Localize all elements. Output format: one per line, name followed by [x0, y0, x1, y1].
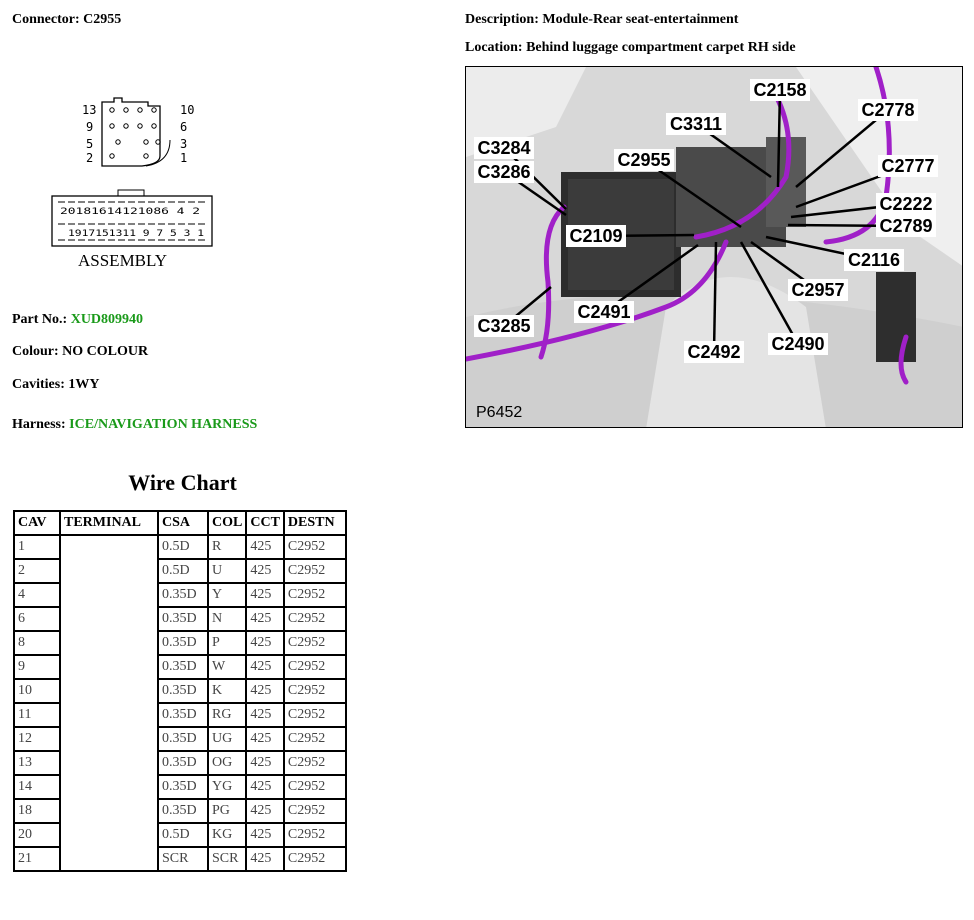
header-csa: CSA [158, 511, 208, 535]
cct-cell: 425 [246, 751, 284, 775]
csa-cell: 0.35D [158, 655, 208, 679]
part-no-label: Part No.: [12, 312, 68, 327]
callout-label: C3284 [477, 138, 531, 158]
cav-cell: 12 [14, 727, 60, 751]
callout-label: C3286 [477, 162, 531, 182]
pin-number-1: 1 [180, 151, 188, 165]
header-col: COL [208, 511, 246, 535]
header-destn: DESTN [284, 511, 346, 535]
callout-label: C2777 [881, 156, 935, 176]
cav-cell: 21 [14, 847, 60, 871]
csa-cell: 0.5D [158, 823, 208, 847]
cav-cell: 8 [14, 631, 60, 655]
cct-cell: 425 [246, 607, 284, 631]
cav-cell: 6 [14, 607, 60, 631]
cct-cell: 425 [246, 823, 284, 847]
cav-cell: 1 [14, 535, 60, 559]
cav-cell: 18 [14, 799, 60, 823]
location-photo-illustration [466, 67, 963, 428]
col-cell: PG [208, 799, 246, 823]
destn-cell[interactable]: C2952 [284, 583, 346, 607]
csa-cell: SCR [158, 847, 208, 871]
destn-cell[interactable]: C2952 [284, 631, 346, 655]
harness-value[interactable]: ICE/NAVIGATION HARNESS [69, 417, 258, 432]
location-label: Location: [465, 40, 523, 55]
pin-number-6: 6 [180, 120, 188, 134]
destn-cell[interactable]: C2952 [284, 775, 346, 799]
col-cell: KG [208, 823, 246, 847]
description-value: Module-Rear seat-entertainment [542, 12, 739, 27]
cav-cell: 14 [14, 775, 60, 799]
cav-cell: 11 [14, 703, 60, 727]
harness-label: Harness: [12, 417, 66, 432]
pin-number-3: 3 [180, 137, 188, 151]
destn-cell[interactable]: C2952 [284, 823, 346, 847]
table-row [14, 535, 346, 559]
part-no-field [12, 312, 143, 328]
csa-cell: 0.5D [158, 535, 208, 559]
destn-cell[interactable]: C2952 [284, 751, 346, 775]
cavities-value: 1WY [68, 377, 100, 392]
wire-chart-table [13, 510, 347, 872]
cct-cell: 425 [246, 631, 284, 655]
part-no-value[interactable]: XUD809940 [70, 312, 144, 327]
destn-cell[interactable]: C2952 [284, 847, 346, 871]
pin-number-5: 5 [86, 137, 94, 151]
callout-label: C2957 [791, 280, 845, 300]
assembly-bottom-numbers: 1917151311 9 7 5 3 1 [68, 229, 204, 239]
csa-cell: 0.35D [158, 583, 208, 607]
destn-cell[interactable]: C2952 [284, 727, 346, 751]
callout-label: C2778 [861, 100, 915, 120]
assembly-drawing [52, 190, 212, 270]
connector-field [12, 12, 121, 28]
pin-number-9: 9 [86, 120, 94, 134]
col-cell: OG [208, 751, 246, 775]
cct-cell: 425 [246, 655, 284, 679]
assembly-top-numbers: 20181614121086 4 2 [60, 207, 200, 217]
header-terminal: TERMINAL [60, 511, 158, 535]
destn-cell[interactable]: C2952 [284, 607, 346, 631]
cct-cell: 425 [246, 799, 284, 823]
cav-cell: 20 [14, 823, 60, 847]
col-cell: RG [208, 703, 246, 727]
csa-cell: 0.35D [158, 607, 208, 631]
callout-label: C2491 [577, 302, 631, 322]
cct-cell: 425 [246, 775, 284, 799]
callout-label: C2158 [753, 80, 807, 100]
csa-cell: 0.35D [158, 703, 208, 727]
terminal-cell [60, 535, 158, 871]
col-cell: P [208, 631, 246, 655]
col-cell: W [208, 655, 246, 679]
location-field [465, 40, 796, 56]
cav-cell: 10 [14, 679, 60, 703]
pin-number-13: 13 [82, 103, 97, 117]
cct-cell: 425 [246, 727, 284, 751]
cct-cell: 425 [246, 703, 284, 727]
callout-label: C2490 [771, 334, 825, 354]
cavities-field [12, 377, 100, 393]
wire-chart-header-row [14, 511, 346, 535]
cct-cell: 425 [246, 583, 284, 607]
colour-field [12, 344, 148, 360]
destn-cell[interactable]: C2952 [284, 703, 346, 727]
colour-label: Colour: [12, 344, 59, 359]
col-cell: N [208, 607, 246, 631]
callout-label: C2789 [879, 216, 933, 236]
destn-cell[interactable]: C2952 [284, 799, 346, 823]
location-value: Behind luggage compartment carpet RH side [526, 40, 796, 55]
header-cav: CAV [14, 511, 60, 535]
cav-cell: 13 [14, 751, 60, 775]
destn-cell[interactable]: C2952 [284, 535, 346, 559]
cav-cell: 9 [14, 655, 60, 679]
connector-diagram [48, 96, 228, 276]
cct-cell: 425 [246, 559, 284, 583]
cct-cell: 425 [246, 847, 284, 871]
assembly-label: ASSEMBLY [78, 251, 167, 270]
csa-cell: 0.35D [158, 799, 208, 823]
callout-label: C2109 [569, 226, 623, 246]
cavities-label: Cavities: [12, 377, 65, 392]
description-field [465, 12, 738, 28]
col-cell: U [208, 559, 246, 583]
col-cell: SCR [208, 847, 246, 871]
connector-value: C2955 [83, 12, 122, 27]
col-cell: K [208, 679, 246, 703]
csa-cell: 0.35D [158, 727, 208, 751]
callout-label: C2955 [617, 150, 671, 170]
description-label: Description: [465, 12, 539, 27]
cct-cell: 425 [246, 679, 284, 703]
callout-label: C3285 [477, 316, 531, 336]
pin-number-10: 10 [180, 103, 195, 117]
csa-cell: 0.5D [158, 559, 208, 583]
wire-chart-title: Wire Chart [128, 470, 237, 495]
photo-code: P6452 [476, 404, 523, 421]
cct-cell: 425 [246, 535, 284, 559]
cav-cell: 2 [14, 559, 60, 583]
connector-pins [110, 108, 160, 158]
connector-label: Connector: [12, 12, 80, 27]
col-cell: UG [208, 727, 246, 751]
csa-cell: 0.35D [158, 751, 208, 775]
col-cell: YG [208, 775, 246, 799]
location-photo [465, 66, 963, 428]
cav-cell: 4 [14, 583, 60, 607]
col-cell: Y [208, 583, 246, 607]
pin-number-2: 2 [86, 151, 94, 165]
csa-cell: 0.35D [158, 775, 208, 799]
callout-label: C2116 [847, 250, 901, 270]
destn-cell[interactable]: C2952 [284, 679, 346, 703]
csa-cell: 0.35D [158, 679, 208, 703]
harness-field [12, 417, 257, 433]
col-cell: R [208, 535, 246, 559]
destn-cell[interactable]: C2952 [284, 655, 346, 679]
callout-label: C2222 [879, 194, 933, 214]
callout-label: C3311 [669, 114, 723, 134]
colour-value: NO COLOUR [62, 344, 149, 359]
csa-cell: 0.35D [158, 631, 208, 655]
header-cct: CCT [246, 511, 284, 535]
callout-label: C2492 [687, 342, 741, 362]
destn-cell[interactable]: C2952 [284, 559, 346, 583]
